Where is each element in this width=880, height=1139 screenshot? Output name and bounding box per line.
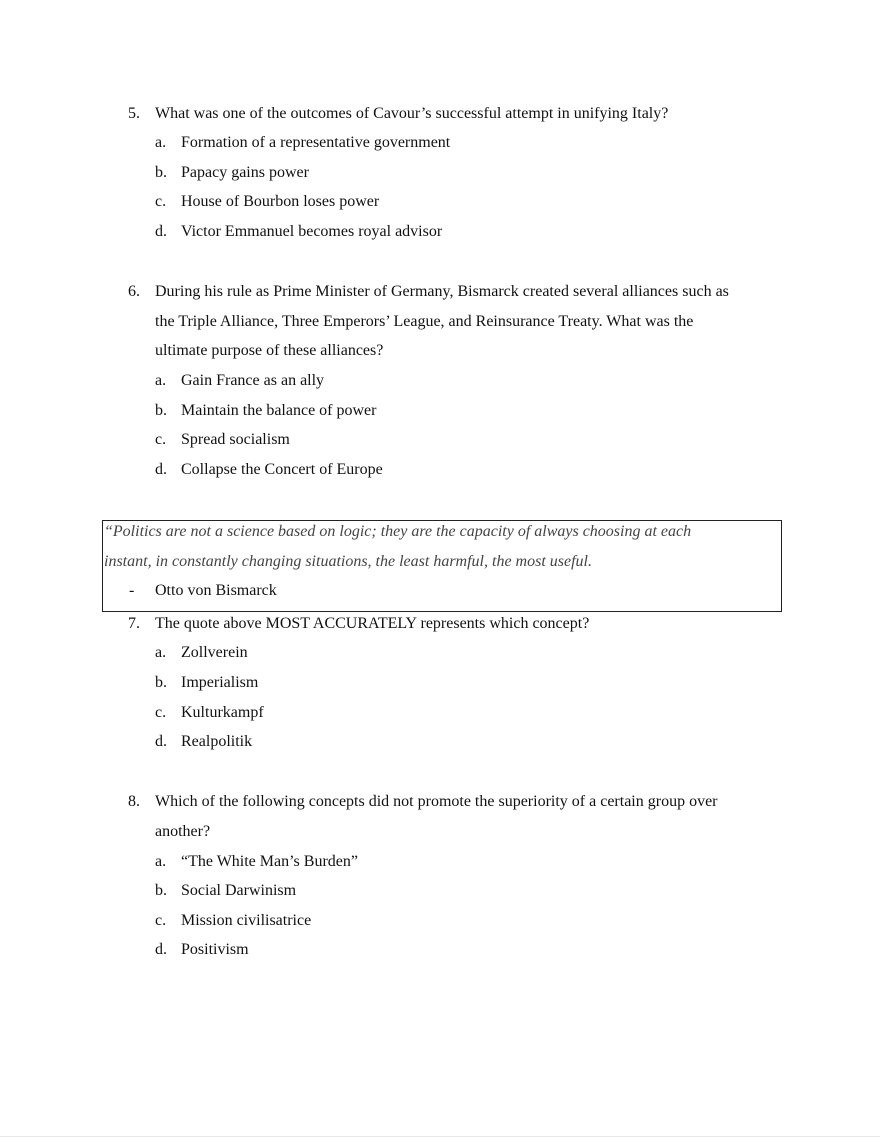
option-letter: c. xyxy=(155,912,167,929)
option-text: Social Darwinism xyxy=(181,882,297,899)
option-text: Kulturkampf xyxy=(181,704,264,721)
option-text: Papacy gains power xyxy=(181,164,309,181)
option-text: “The White Man’s Burden” xyxy=(181,853,358,870)
option-letter: b. xyxy=(155,402,167,419)
option-text: Positivism xyxy=(181,941,249,958)
option-letter: b. xyxy=(155,164,167,181)
option-letter: a. xyxy=(155,853,167,870)
option-letter: d. xyxy=(155,223,167,240)
question-number: 5. xyxy=(128,105,140,122)
option-text: House of Bourbon loses power xyxy=(181,193,380,210)
option-letter: b. xyxy=(155,674,167,691)
option-letter: d. xyxy=(155,941,167,958)
question-text: During his rule as Prime Minister of Germany, Bismarck created several alliances such as xyxy=(155,283,729,300)
question-number: 6. xyxy=(128,283,140,300)
option-text: Mission civilisatrice xyxy=(181,912,312,929)
quote-text: “Politics are not a science based on logic; they are the capacity of always choosing at each xyxy=(104,523,692,540)
question-text: What was one of the outcomes of Cavour’s successful attempt in unifying Italy? xyxy=(155,105,669,122)
option-text: Collapse the Concert of Europe xyxy=(181,461,383,478)
option-letter: a. xyxy=(155,644,167,661)
attribution-dash: - xyxy=(129,582,135,599)
question-number: 8. xyxy=(128,793,140,810)
option-letter: a. xyxy=(155,134,167,151)
quote-text: instant, in constantly changing situations, the least harmful, the most useful. xyxy=(104,553,592,570)
option-letter: d. xyxy=(155,461,167,478)
question-text: the Triple Alliance, Three Emperors’ League, and Reinsurance Treaty. What was the xyxy=(155,313,694,330)
option-letter: c. xyxy=(155,431,167,448)
option-letter: c. xyxy=(155,704,167,721)
option-letter: c. xyxy=(155,193,167,210)
question-number: 7. xyxy=(128,615,140,632)
quote-attribution: Otto von Bismarck xyxy=(155,582,277,599)
page-bottom-edge xyxy=(0,1136,880,1137)
option-text: Realpolitik xyxy=(181,733,253,750)
option-text: Gain France as an ally xyxy=(181,372,325,389)
option-text: Zollverein xyxy=(181,644,248,661)
question-text: Which of the following concepts did not promote the superiority of a certain group over xyxy=(155,793,718,810)
option-text: Imperialism xyxy=(181,674,259,691)
option-text: Spread socialism xyxy=(181,431,290,448)
option-text: Formation of a representative government xyxy=(181,134,451,151)
question-text: ultimate purpose of these alliances? xyxy=(155,342,384,359)
option-text: Maintain the balance of power xyxy=(181,402,377,419)
option-text: Victor Emmanuel becomes royal advisor xyxy=(181,223,443,240)
option-letter: a. xyxy=(155,372,167,389)
option-letter: d. xyxy=(155,733,167,750)
question-text: The quote above MOST ACCURATELY represents which concept? xyxy=(155,615,590,632)
option-letter: b. xyxy=(155,882,167,899)
question-text: another? xyxy=(155,823,211,840)
